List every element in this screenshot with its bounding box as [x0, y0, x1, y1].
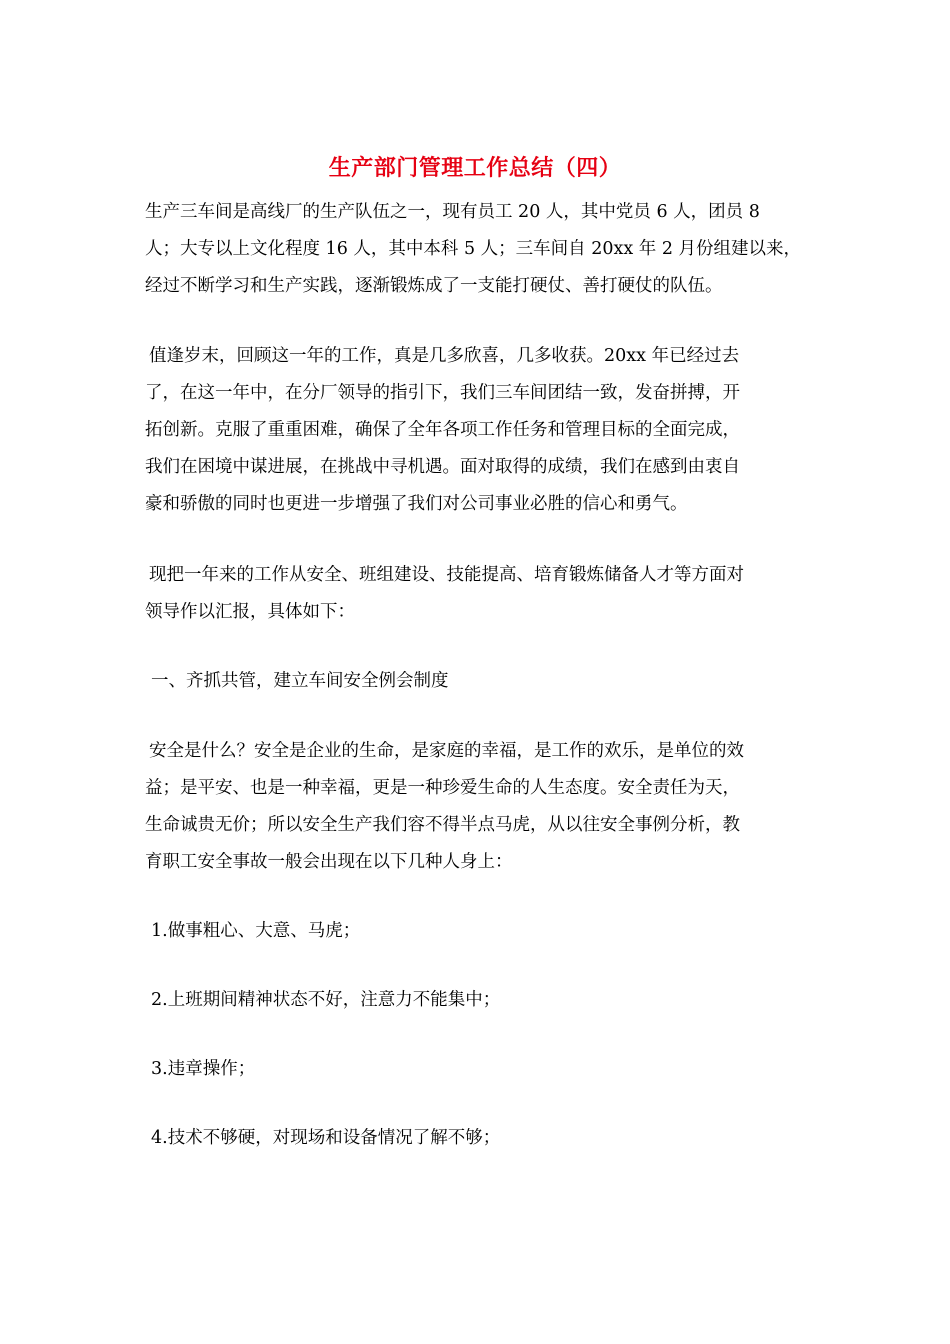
- list-item: 4.技术不够硬，对现场和设备情况了解不够；: [151, 1128, 501, 1148]
- paragraph-line: 生产三车间是高线厂的生产队伍之一，现有员工 20 人，其中党员 6 人，团员 8: [145, 202, 760, 222]
- list-item: 3.违章操作；: [151, 1059, 256, 1079]
- paragraph-line: 领导作以汇报，具体如下：: [145, 602, 355, 622]
- paragraph-line: 安全是什么？安全是企业的生命，是家庭的幸福，是工作的欢乐，是单位的效: [149, 741, 744, 761]
- section-heading: 一、齐抓共管，建立车间安全例会制度: [151, 671, 449, 691]
- paragraph-line: 益；是平安、也是一种幸福，更是一种珍爱生命的人生态度。安全责任为天，: [145, 778, 740, 798]
- paragraph-line: 值逢岁末，回顾这一年的工作，真是几多欣喜，几多收获。20xx 年已经过去: [149, 346, 740, 366]
- paragraph-line: 经过不断学习和生产实践，逐渐锻炼成了一支能打硬仗、善打硬仗的队伍。: [145, 276, 723, 296]
- paragraph-line: 豪和骄傲的同时也更进一步增强了我们对公司事业必胜的信心和勇气。: [145, 494, 688, 514]
- paragraph-line: 育职工安全事故一般会出现在以下几种人身上：: [145, 852, 513, 872]
- paragraph-line: 现把一年来的工作从安全、班组建设、技能提高、培育锻炼储备人才等方面对: [149, 565, 744, 585]
- document-title: 生产部门管理工作总结（四）: [328, 155, 622, 181]
- list-item: 1.做事粗心、大意、马虎；: [151, 921, 361, 941]
- paragraph-line: 了，在这一年中，在分厂领导的指引下，我们三车间团结一致，发奋拼搏，开: [145, 383, 740, 403]
- paragraph-line: 生命诚贵无价；所以安全生产我们容不得半点马虎，从以往安全事例分析，教: [145, 815, 740, 835]
- list-item: 2.上班期间精神状态不好，注意力不能集中；: [151, 990, 501, 1010]
- paragraph-line: 拓创新。克服了重重困难，确保了全年各项工作任务和管理目标的全面完成，: [145, 420, 740, 440]
- paragraph-line: 我们在困境中谋进展，在挑战中寻机遇。面对取得的成绩，我们在感到由衷自: [145, 457, 740, 477]
- paragraph-line: 人；大专以上文化程度 16 人，其中本科 5 人；三车间自 20xx 年 2 月份组建以来，: [145, 239, 802, 259]
